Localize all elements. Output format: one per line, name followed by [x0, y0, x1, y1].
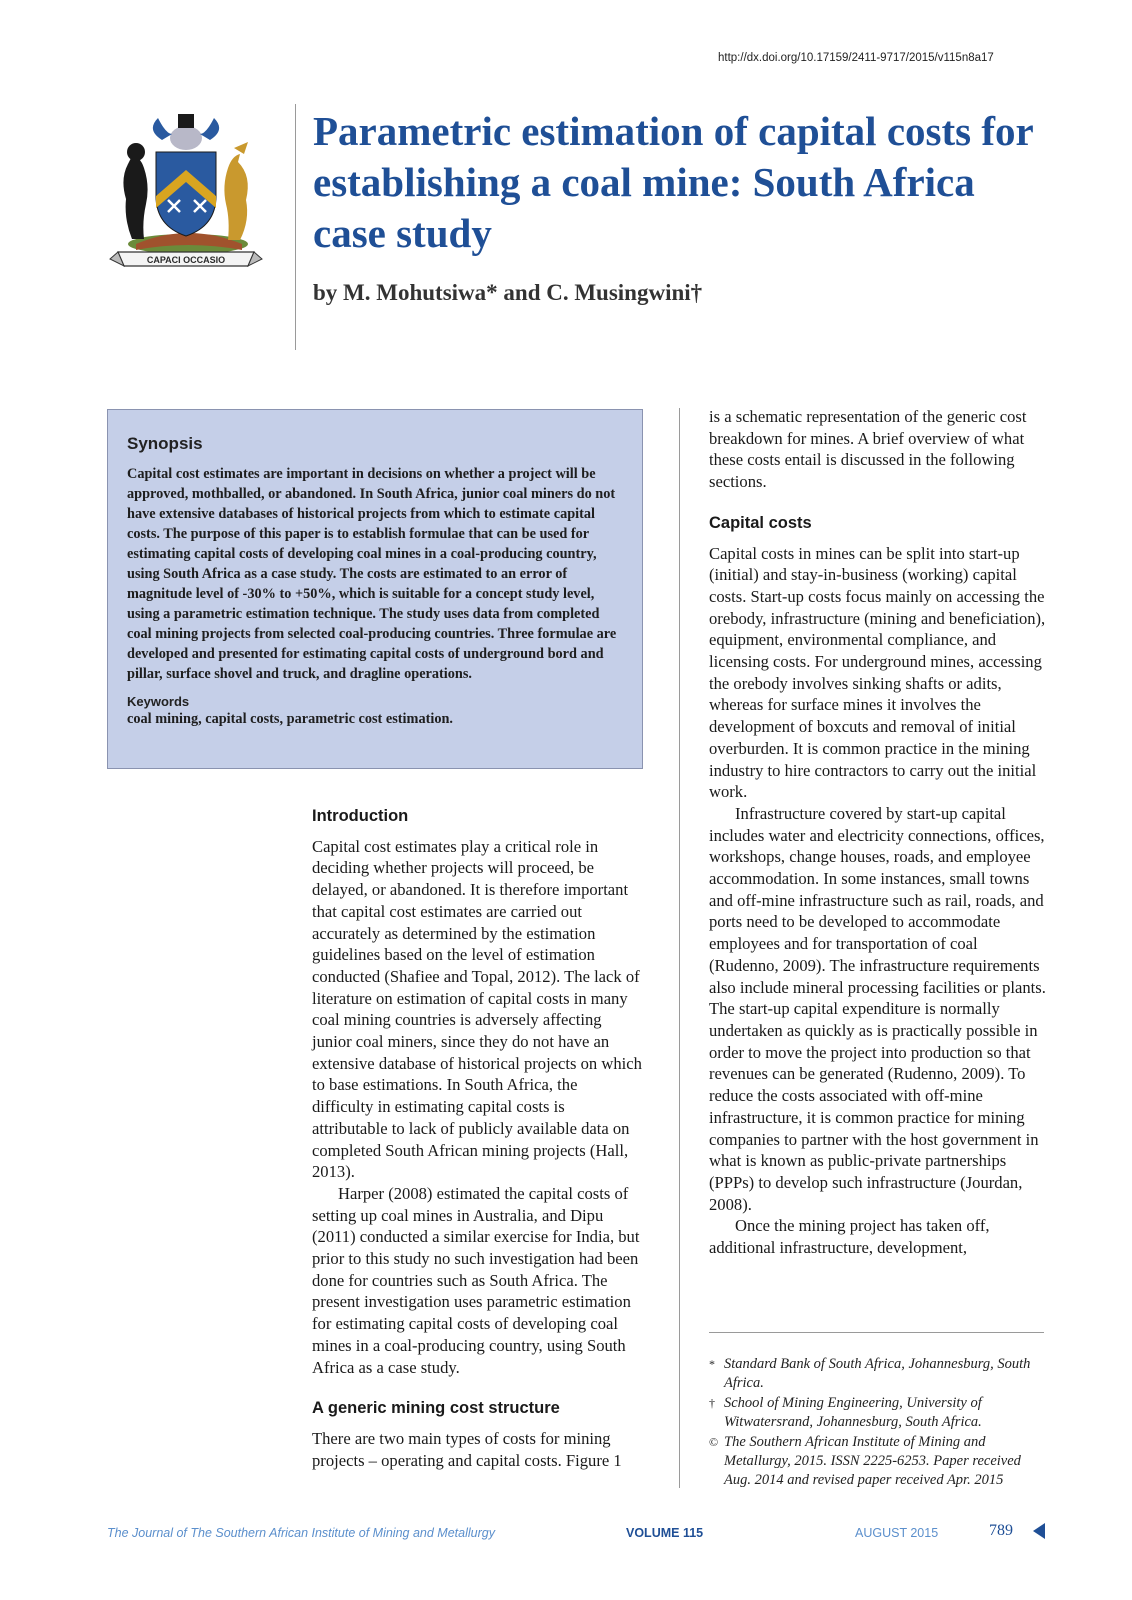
capital-costs-paragraph-3: Once the mining project has taken off, additional infrastructure, development, [709, 1216, 990, 1258]
header-divider [295, 104, 296, 350]
keywords-heading: Keywords [127, 694, 190, 709]
footnote: * Standard Bank of South Africa, Johannesburg, South Africa. [709, 1356, 1031, 1391]
article-authors: by M. Mohutsiwa* and C. Musingwini† [313, 280, 703, 305]
page-number: 789 [989, 1522, 1013, 1539]
generic-cost-heading: A generic mining cost structure [312, 1399, 560, 1418]
introduction-paragraph-2: Harper (2008) estimated the capital costs of setting up coal mines in Australia, and Dipu (2011) conducted a similar exercise for India, but prior to this study no such investigation had been done for countries such as South Africa. The present investigation uses parametric estimation for estimating capital costs of developing coal mines in a coal-producing country, using South Africa as a case study. [312, 1183, 640, 1377]
column-divider [679, 408, 680, 1488]
capital-costs-paragraph-2: Infrastructure covered by start-up capital includes water and electricity connections, offices, workshops, change houses, roads, and employee accommodation. In some instances, small towns and off-mine infrastructure such as rail, roads, and ports need to be developed to accommodate employees and for transportation of coal (Rudenno, 2009). The infrastructure requirements also include mineral processing facilities or plants. The start-up capital expenditure is normally undertaken as quickly as is practically possible in order to move the project into production so that revenues can be generated (Rudenno, 2009). To reduce the costs associated with off-mine infrastructure, it is common practice for mining companies to partner with the host government in what is known as public-private partnerships (PPPs) to develop such infrastructure (Jourdan, 2008). [709, 803, 1046, 1214]
institute-crest-logo [106, 104, 266, 274]
generic-cost-paragraph: There are two main types of costs for mining projects – operating and capital costs. Figure 1 [312, 1428, 622, 1470]
synopsis-heading: Synopsis [127, 434, 203, 453]
footnote-divider [709, 1332, 1044, 1333]
footer-date: AUGUST 2015 [855, 1526, 939, 1540]
doi-link[interactable]: http://dx.doi.org/10.17159/2411-9717/2015/v115n8a17 [718, 52, 994, 64]
capital-costs-heading: Capital costs [709, 513, 812, 532]
page-arrow-icon [1033, 1523, 1045, 1539]
synopsis-text: Capital cost estimates are important in decisions on whether a project will be approved, mothballed, or abandoned. In South Africa, junior coal miners do not have extensive databases of historical projects from which to estimate capital costs. The purpose of this paper is to establish formulae that can be used for estimating capital costs of developing coal mines in a coal-producing country, using South Africa as a case study. The costs are estimated to an error of magnitude level of -30% to +50%, which is suitable for a concept study level, using a parametric estimation technique. The study uses data from completed coal mining projects from selected coal-producing countries. Three formulae are developed and presented for estimating capital costs of underground bord and pillar, surface shovel and truck, and dragline operations. [127, 466, 617, 682]
synopsis-box [107, 409, 643, 769]
keywords-text: coal mining, capital costs, parametric cost estimation. [127, 711, 453, 727]
capital-costs-paragraph-1: Capital costs in mines can be split into start-up (initial) and stay-in-business (working) capital costs. Start-up costs focus mainly on accessing the orebody, infrastructure (mining and beneficiation), equipment, environmental compliance, and licensing costs. For underground mines, accessing the orebody involves sinking shafts or adits, whereas for surface mines it involves the development of boxcuts and removal of initial overburden. It is common practice in the mining industry to hire contractors to carry out the initial work. [709, 543, 1046, 802]
footnote: © The Southern African Institute of Mining and Metallurgy, 2015. ISSN 2225-6253. Paper received Aug. 2014 and revised paper received Apr. 2015 [709, 1434, 1021, 1488]
introduction-heading: Introduction [312, 807, 409, 825]
right-column [709, 406, 1049, 1259]
footnotes [709, 1355, 1049, 1491]
footer-volume: VOLUME 115 [626, 1526, 704, 1540]
introduction-paragraph-1: Capital cost estimates play a critical role in deciding whether projects will proceed, be delayed, or abandoned. It is therefore important that capital cost estimates are carried out accurately as determined by the estimation guidelines based on the level of estimation conducted (Shafiee and Topal, 2012). The lack of literature on estimation of capital costs in many coal mining countries is adversely affecting junior coal miners, since they do not have an extensive database of historical projects on which to base estimations. In South Africa, the difficulty in estimating capital costs is attributable to lack of publicly available data on completed South African mining projects (Hall, 2013). [312, 836, 642, 1182]
footer-journal-name: The Journal of The Southern African Institute of Mining and Metallurgy [107, 1526, 495, 1540]
left-column [312, 806, 642, 1471]
continued-paragraph: is a schematic representation of the generic cost breakdown for mines. A brief overview of what these costs entail is discussed in the following sections. [709, 407, 1027, 492]
footnote: † School of Mining Engineering, University of Witwatersrand, Johannesburg, South Africa. [709, 1395, 982, 1430]
logo-motto: CAPACI OCCASIO [146, 255, 226, 265]
article-title: Parametric estimation of capital costs for establishing a coal mine: South Africa case study [313, 108, 1033, 256]
